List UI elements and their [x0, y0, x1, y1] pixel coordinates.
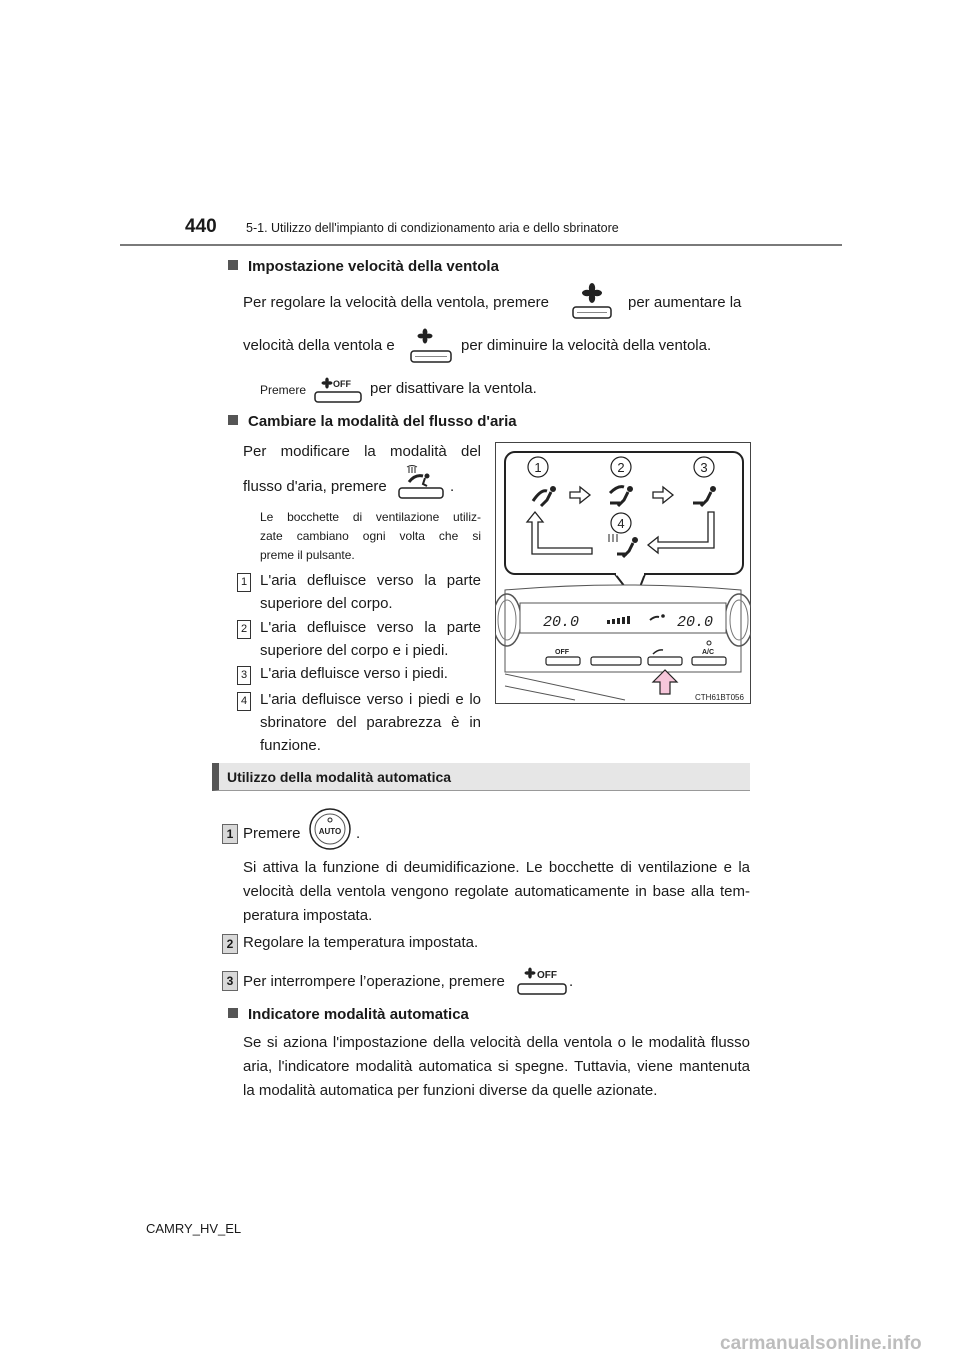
airflow-mode-figure — [495, 442, 751, 704]
svg-text:A/C: A/C — [702, 649, 715, 656]
fan-up-button-icon — [571, 283, 613, 321]
airflow-intro1: Per modificare la modalità del — [243, 443, 481, 460]
svg-text:CTH61BT056: CTH61BT056 — [695, 693, 744, 702]
step-1-text: Premere — [243, 825, 301, 842]
svg-text:OFF: OFF — [537, 970, 557, 981]
item-4-line3: funzione. — [260, 737, 321, 754]
fan-speed-line1b: per aumentare la — [628, 294, 742, 311]
fan-speed-heading: Impostazione velocità della ventola — [228, 258, 499, 275]
step-2-text: Regolare la temperatura impostata. — [243, 934, 479, 951]
item-4-line1: L'aria defluisce verso i piedi e lo — [260, 691, 481, 708]
bullet-square-icon — [228, 415, 238, 425]
airflow-note3: preme il pulsante. — [260, 548, 355, 562]
item-3-line1: L'aria defluisce verso i piedi. — [260, 665, 448, 682]
fan-speed-line2b: per diminuire la velocità della ventola. — [461, 337, 712, 354]
panel-ac-button — [692, 657, 726, 665]
step-1-desc2: velocità della ventola vengono regolate automaticamente in base alla tem- — [243, 883, 750, 900]
header-divider — [120, 244, 842, 246]
bullet-square-icon — [228, 1008, 238, 1018]
airflow-heading: Cambiare la modalità del flusso d'aria — [228, 413, 517, 430]
item-4-line2: sbrinatore del parabrezza è in — [260, 714, 481, 731]
watermark: carmanualsonline.info — [720, 1333, 922, 1354]
svg-text:4: 4 — [617, 516, 625, 531]
fan-off-text-after: per disattivare la ventola. — [370, 380, 537, 397]
indicator-line1: Se si aziona l'impostazione della velocità della ventola o le modalità flusso — [243, 1034, 750, 1051]
airflow-intro2-after: . — [450, 478, 455, 495]
auto-button-icon — [308, 807, 352, 851]
fan-off-text: Premere — [260, 383, 307, 397]
section-title: Utilizzo della modalità automatica — [227, 769, 452, 785]
panel-off-button — [546, 657, 580, 665]
step-number-1: 1 — [222, 824, 238, 844]
bullet-square-icon — [228, 260, 238, 270]
item-1-line2: superiore del corpo. — [260, 595, 393, 612]
item-number-4: 4 — [237, 692, 251, 711]
step-1-desc1: Si attiva la funzione di deumidificazione. Le bocchette di ventilazione e la — [243, 859, 750, 876]
indicator-line3: la modalità automatica per funzioni diverse da quelle azionate. — [243, 1082, 658, 1099]
svg-text:OFF: OFF — [333, 379, 351, 389]
step-number-3: 3 — [222, 971, 238, 991]
airflow-intro2: flusso d'aria, premere — [243, 478, 387, 495]
fan-off-button-icon — [516, 966, 568, 996]
panel-mode-button — [648, 657, 682, 665]
svg-text:1: 1 — [534, 460, 542, 475]
item-number-1: 1 — [237, 573, 251, 592]
panel-fan-button — [591, 657, 641, 665]
page-number: 440 — [185, 216, 217, 237]
footer-model: CAMRY_HV_EL — [146, 1221, 242, 1236]
svg-text:20.0: 20.0 — [543, 614, 580, 631]
chapter-title: 5-1. Utilizzo dell'impianto di condizionamento aria e dello sbrinatore — [246, 221, 619, 235]
step-number-2: 2 — [222, 934, 238, 954]
svg-text:20.0: 20.0 — [677, 614, 714, 631]
item-2-line1: L'aria defluisce verso la parte — [260, 619, 481, 636]
svg-text:OFF: OFF — [555, 649, 569, 656]
step-3-after: . — [569, 973, 574, 990]
fan-speed-line1: Per regolare la velocità della ventola, premere — [243, 294, 549, 311]
svg-text:AUTO: AUTO — [318, 827, 342, 836]
airflow-note1: Le bocchette di ventilazione utiliz- — [260, 510, 481, 524]
fan-speed-line2: velocità della ventola e — [243, 337, 395, 354]
indicator-line2: aria, l'indicatore modalità automatica si spegne. Tuttavia, viene mantenuta — [243, 1058, 750, 1075]
airflow-mode-button-icon — [395, 464, 447, 500]
airflow-note2: zate cambiano ogni volta che si — [260, 529, 481, 543]
item-number-3: 3 — [237, 666, 251, 685]
indicator-heading: Indicatore modalità automatica — [228, 1006, 469, 1023]
auto-mode-section-bar — [212, 763, 750, 791]
fan-down-button-icon — [409, 327, 453, 365]
step-3-text: Per interrompere l’operazione, premere — [243, 973, 505, 990]
item-1-line1: L'aria defluisce verso la parte — [260, 572, 481, 589]
fan-off-button-icon — [313, 376, 363, 404]
svg-text:2: 2 — [617, 460, 625, 475]
item-2-line2: superiore del corpo e i piedi. — [260, 642, 449, 659]
svg-text:3: 3 — [700, 460, 708, 475]
step-1-after: . — [356, 825, 361, 842]
step-1-desc3: peratura impostata. — [243, 907, 373, 924]
item-number-2: 2 — [237, 620, 251, 639]
